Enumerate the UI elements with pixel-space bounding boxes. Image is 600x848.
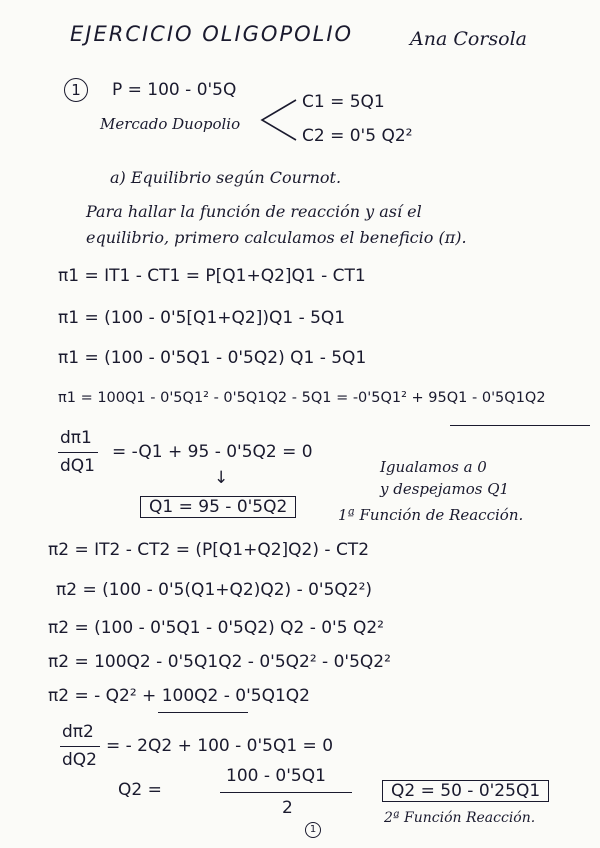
fraction-bar [220,792,352,793]
derivative1-numerator: dπ1 [60,428,92,448]
derivative2-denominator: dQ2 [62,750,97,770]
reaction-function-2: Q2 = 50 - 0'25Q1 [382,780,549,802]
profit1-line3: π1 = (100 - 0'5Q1 - 0'5Q2) Q1 - 5Q1 [58,348,367,368]
cost-function-2: C2 = 0'5 Q2² [302,126,413,146]
reaction-label-1: 1ª Función de Reacción. [338,506,524,524]
profit2-line3: π2 = (100 - 0'5Q1 - 0'5Q2) Q2 - 0'5 Q2² [48,618,384,638]
reaction-function-1: Q1 = 95 - 0'5Q2 [140,496,296,518]
part-a-heading: a) Equilibrio según Cournot. [110,168,342,187]
fraction-bar [58,452,98,453]
profit1-line1: π1 = IT1 - CT1 = P[Q1+Q2]Q1 - CT1 [58,266,366,286]
arrow-down-icon: ↓ [214,468,229,488]
profit2-line1: π2 = IT2 - CT2 = (P[Q1+Q2]Q2) - CT2 [48,540,370,560]
fraction-bar [60,746,100,747]
derivative2-numerator: dπ2 [62,722,94,742]
solve-q2-numerator: 100 - 0'5Q1 [226,766,326,786]
reaction-label-2: 2ª Función Reacción. [384,810,536,826]
profit2-line5: π2 = - Q2² + 100Q2 - 0'5Q1Q2 [48,686,310,706]
profit2-line4: π2 = 100Q2 - 0'5Q1Q2 - 0'5Q2² - 0'5Q2² [48,652,391,672]
cost-function-1: C1 = 5Q1 [302,92,385,112]
market-type: Mercado Duopolio [100,115,241,133]
profit1-line2: π1 = (100 - 0'5[Q1+Q2])Q1 - 5Q1 [58,308,346,328]
page-title: EJERCICIO OLIGOPOLIO [70,22,354,46]
note-set-zero: Igualamos a 0 [380,458,487,476]
solve-q2-lhs: Q2 = [118,780,162,800]
solve-q2-denominator: 2 [282,798,293,818]
derivative1-rhs: = -Q1 + 95 - 0'5Q2 = 0 [112,442,313,462]
intro-text-line2: equilibrio, primero calculamos el beneficio (π). [86,228,467,247]
intro-text-line1: Para hallar la función de reacción y así el [86,202,422,221]
note-solve: y despejamos Q1 [380,480,510,498]
bracket-symbol [258,96,298,142]
derivative1-denominator: dQ1 [60,456,95,476]
author-signature: Ana Corsola [410,28,527,50]
profit1-line4: π1 = 100Q1 - 0'5Q1² - 0'5Q1Q2 - 5Q1 = -0'5Q1² + 95Q1 - 0'5Q1Q2 [58,390,546,406]
underline [158,712,248,713]
demand-equation: P = 100 - 0'5Q [112,80,237,100]
profit2-line2: π2 = (100 - 0'5(Q1+Q2)Q2) - 0'5Q2²) [56,580,373,600]
problem-number: 1 [64,78,88,102]
derivative2-rhs: = - 2Q2 + 100 - 0'5Q1 = 0 [106,736,334,756]
underline [450,425,590,426]
page-number: 1 [305,822,321,838]
